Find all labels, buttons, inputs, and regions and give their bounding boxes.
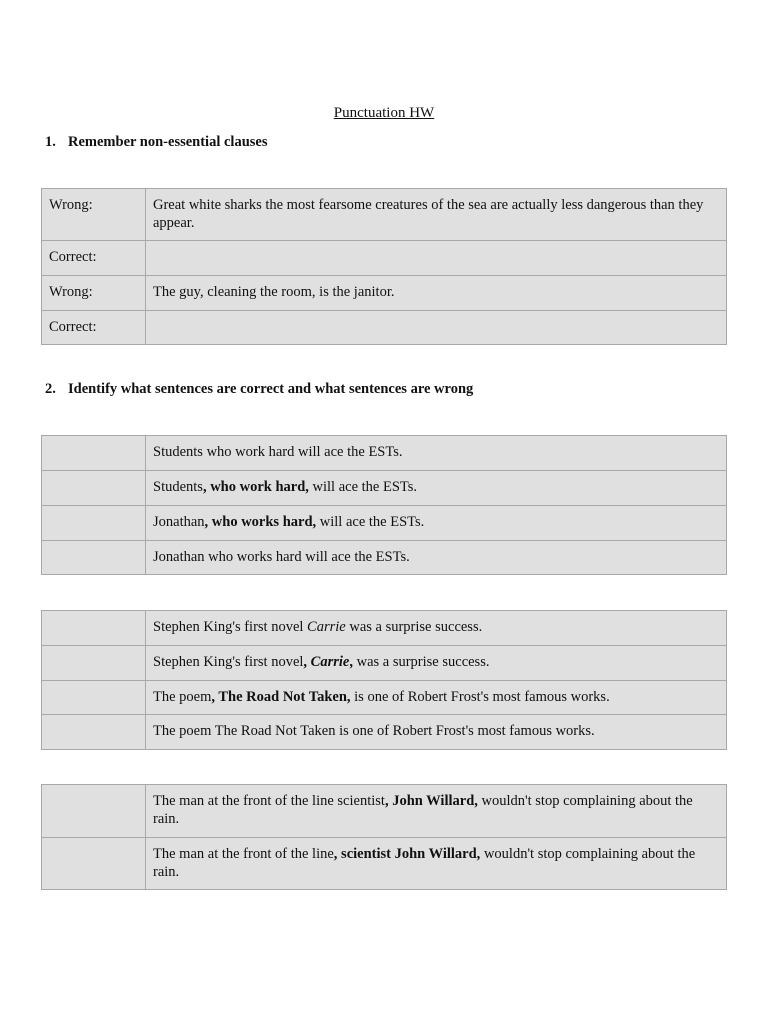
answer-cell[interactable]: [146, 241, 727, 276]
row-sentence: Students, who work hard, will ace the ESTs.: [146, 471, 727, 506]
table-row: [42, 506, 727, 541]
table-row: [42, 189, 727, 241]
row-sentence: Students who work hard will ace the ESTs.: [146, 436, 727, 471]
row-label: Wrong:: [42, 189, 146, 241]
row-sentence: Great white sharks the most fearsome creatures of the sea are actually less dangerous than they appear.: [146, 189, 727, 241]
answer-cell[interactable]: [42, 680, 146, 715]
section-1-number: 1.: [45, 134, 56, 150]
row-sentence: Jonathan, who works hard, will ace the ESTs.: [146, 506, 727, 541]
row-sentence: The man at the front of the line scientist, John Willard, wouldn't stop complaining about the rain.: [146, 785, 727, 838]
answer-cell[interactable]: [42, 715, 146, 750]
row-label: Correct:: [42, 310, 146, 345]
table-row: [42, 785, 727, 838]
answer-cell[interactable]: [42, 785, 146, 838]
row-sentence: The guy, cleaning the room, is the janitor.: [146, 276, 727, 311]
row-label: Correct:: [42, 241, 146, 276]
table-row: [42, 680, 727, 715]
row-sentence: Jonathan who works hard will ace the ESTs.: [146, 540, 727, 575]
table-row: [42, 310, 727, 345]
identify-table-2: [41, 610, 727, 750]
answer-cell[interactable]: [42, 436, 146, 471]
answer-cell[interactable]: [42, 506, 146, 541]
row-sentence: The poem The Road Not Taken is one of Robert Frost's most famous works.: [146, 715, 727, 750]
row-sentence: The man at the front of the line, scientist John Willard, wouldn't stop complaining about the rain.: [146, 838, 727, 890]
table-row: [42, 646, 727, 681]
answer-cell[interactable]: [42, 611, 146, 646]
section-1-heading: [45, 134, 268, 151]
table-row: [42, 436, 727, 471]
table-row: [42, 611, 727, 646]
row-sentence: Stephen King's first novel, Carrie, was a surprise success.: [146, 646, 727, 681]
answer-cell[interactable]: [42, 471, 146, 506]
page-title: Punctuation HW: [333, 105, 435, 121]
identify-table-1: [41, 435, 727, 575]
section-1-title: Remember non-essential clauses: [68, 134, 268, 150]
table-row: [42, 471, 727, 506]
identify-table-3: [41, 784, 727, 890]
table-row: [42, 540, 727, 575]
row-sentence: Stephen King's first novel Carrie was a surprise success.: [146, 611, 727, 646]
answer-cell[interactable]: [146, 310, 727, 345]
table-row: [42, 276, 727, 311]
table-row: [42, 241, 727, 276]
answer-cell[interactable]: [42, 540, 146, 575]
row-label: Wrong:: [42, 276, 146, 311]
table-row: [42, 715, 727, 750]
answer-cell[interactable]: [42, 838, 146, 890]
section-2-heading: [45, 381, 473, 398]
clause-table: [41, 188, 727, 345]
section-2-title: Identify what sentences are correct and what sentences are wrong: [68, 381, 474, 397]
row-sentence: The poem, The Road Not Taken, is one of Robert Frost's most famous works.: [146, 680, 727, 715]
answer-cell[interactable]: [42, 646, 146, 681]
section-2-number: 2.: [45, 381, 56, 397]
table-row: [42, 838, 727, 890]
